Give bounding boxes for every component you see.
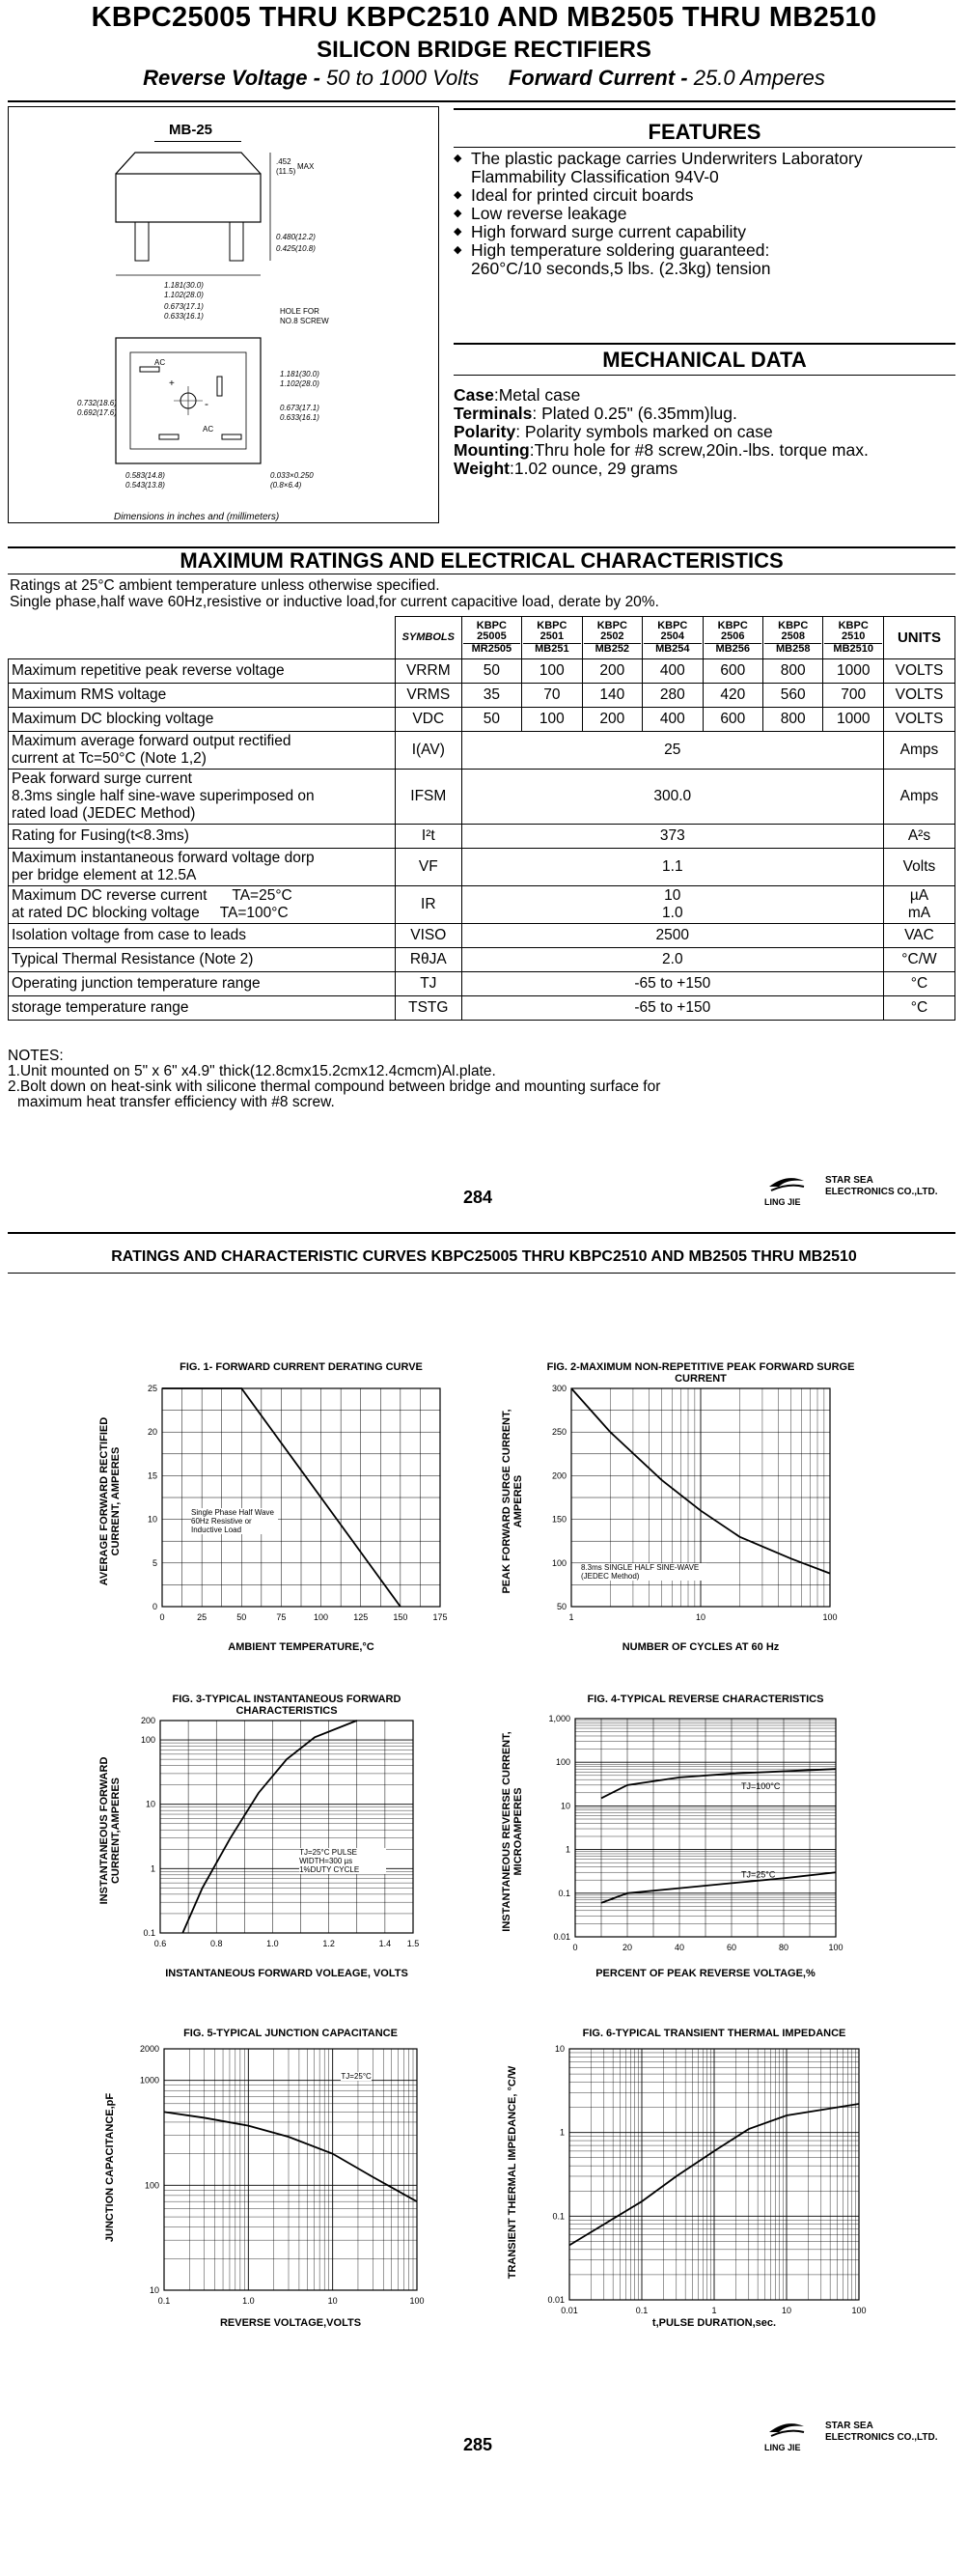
dim-text: MAX bbox=[297, 162, 315, 171]
y-tick-label: 0.1 bbox=[552, 2211, 565, 2222]
y-tick-label: 10 bbox=[560, 1801, 570, 1811]
note-item: maximum heat transfer efficiency with #8 screw. bbox=[17, 1094, 335, 1110]
mech-case: Case:Metal case bbox=[454, 385, 581, 405]
divider bbox=[8, 100, 955, 102]
chart-title: FIG. 4-TYPICAL REVERSE CHARACTERISTICS bbox=[587, 1694, 824, 1705]
y-tick-label: 100 bbox=[555, 1757, 570, 1768]
dim-text: 0.673(17.1) bbox=[280, 404, 319, 412]
part-header: KBPC 25005 MR2505 bbox=[461, 617, 521, 659]
plot-frame bbox=[575, 1719, 836, 1937]
table-row: Peak forward surge current 8.3ms single half sine-wave superimposed on rated load (JEDEC Method) IFSM 300.0 Amps bbox=[9, 770, 955, 825]
units-header: UNITS bbox=[883, 617, 954, 659]
chart-grid bbox=[569, 2049, 859, 2300]
ratings-title: MAXIMUM RATINGS AND ELECTRICAL CHARACTERISTICS bbox=[180, 548, 784, 573]
y-tick-label: 1 bbox=[559, 2127, 565, 2138]
rating-summary bbox=[0, 66, 968, 91]
star-sea-logo-icon bbox=[767, 1173, 806, 1194]
x-tick-label: 20 bbox=[622, 1943, 633, 1952]
y-tick-label: 100 bbox=[140, 1735, 155, 1746]
x-tick-label: 1.2 bbox=[322, 1939, 335, 1948]
x-tick-label: 10 bbox=[327, 2296, 338, 2306]
plot-frame bbox=[569, 2049, 859, 2300]
y-tick-label: 300 bbox=[551, 1384, 567, 1393]
table-row: Maximum DC reverse current TA=25°C at rated DC blocking voltage TA=100°C IR 10 1.0 µA mA bbox=[9, 886, 955, 924]
feature-item: ◆ Ideal for printed circuit boards bbox=[454, 186, 946, 205]
divider bbox=[454, 108, 955, 110]
divider bbox=[454, 375, 955, 376]
chart-grid bbox=[160, 1721, 413, 1933]
series-line bbox=[571, 1388, 830, 1574]
y-tick-label: 1 bbox=[565, 1844, 570, 1855]
series-label: TJ=100°C bbox=[741, 1780, 781, 1791]
dim-text: + bbox=[169, 378, 175, 389]
series-line bbox=[162, 1388, 401, 1607]
dim-text: 0.480(12.2) bbox=[276, 233, 316, 241]
y-tick-label: 20 bbox=[147, 1427, 157, 1438]
series-line bbox=[182, 1721, 356, 1933]
dim-text: HOLE FOR bbox=[280, 307, 319, 316]
y-tick-label: 0 bbox=[152, 1602, 157, 1611]
forward-current-label: Forward Current - bbox=[508, 66, 688, 90]
x-tick-label: 25 bbox=[197, 1612, 207, 1622]
table-header-row bbox=[9, 617, 955, 659]
table-row: Maximum average forward output rectified current at Tc=50°C (Note 1,2) I(AV) 25 Amps bbox=[9, 732, 955, 770]
features-title: FEATURES bbox=[648, 120, 761, 144]
dim-text: .452 bbox=[276, 157, 291, 166]
chart-grid bbox=[575, 1719, 836, 1937]
mech-terminals: Terminals: Plated 0.25" (6.35mm)lug. bbox=[454, 404, 737, 423]
x-tick-label: 75 bbox=[276, 1612, 287, 1622]
dim-text: 0.692(17.6) bbox=[77, 408, 117, 417]
x-tick-label: 1.4 bbox=[378, 1939, 392, 1948]
package-outline-diagram bbox=[77, 145, 415, 492]
chart-ylabel: INSTANTANEOUS REVERSE CURRENT, MICROAMPERES bbox=[501, 1731, 524, 1932]
y-tick-label: 10 bbox=[554, 2044, 565, 2054]
chart-title: FIG. 1- FORWARD CURRENT DERATING CURVE bbox=[180, 1361, 423, 1373]
y-tick-label: 15 bbox=[147, 1470, 157, 1481]
divider bbox=[154, 141, 241, 142]
chart-xlabel: INSTANTANEOUS FORWARD VOLEAGE, VOLTS bbox=[165, 1968, 408, 1979]
dim-text: AC bbox=[203, 425, 214, 434]
y-tick-label: 10 bbox=[145, 1799, 155, 1809]
page-title: KBPC25005 THRU KBPC2510 AND MB2505 THRU MB2510 bbox=[91, 2, 877, 33]
plot-frame bbox=[162, 1388, 440, 1607]
notes bbox=[8, 1049, 660, 1110]
table-row: Maximum RMS voltage VRMS 35 70 140 280 420 560 700 VOLTS bbox=[9, 684, 955, 708]
logo-text: ELECTRONICS CO.,LTD. bbox=[825, 2432, 938, 2443]
features-list bbox=[454, 150, 946, 278]
x-tick-label: 50 bbox=[236, 1612, 247, 1622]
table-row: Maximum instantaneous forward voltage dorp per bridge element at 12.5A VF 1.1 Volts bbox=[9, 849, 955, 886]
x-tick-label: 10 bbox=[695, 1612, 706, 1622]
feature-item: ◆ The plastic package carries Underwriters Laboratory Flammability Classification 94V-0 bbox=[454, 150, 946, 186]
company-logo bbox=[764, 1173, 938, 1207]
plot-frame bbox=[164, 2049, 417, 2290]
part-header: KBPC 2502 MB252 bbox=[582, 617, 642, 659]
reverse-voltage-label: Reverse Voltage - bbox=[143, 66, 320, 90]
x-tick-label: 0 bbox=[572, 1943, 578, 1952]
chart-grid bbox=[571, 1388, 830, 1607]
table-row: Maximum DC blocking voltage VDC 50 100 200 400 600 800 1000 VOLTS bbox=[9, 708, 955, 732]
chart-ylabel: JUNCTION CAPACITANCE,pF bbox=[104, 2092, 116, 2243]
part-header: KBPC 2508 MB258 bbox=[763, 617, 823, 659]
series-line bbox=[601, 1872, 836, 1903]
series-line bbox=[164, 2112, 417, 2201]
chart-annotation: TJ=25°C PULSE WIDTH=300 µs 1%DUTY CYCLE bbox=[299, 1848, 386, 1874]
page-subtitle: SILICON BRIDGE RECTIFIERS bbox=[317, 37, 651, 63]
x-tick-label: 1.0 bbox=[242, 2296, 255, 2306]
x-tick-label: 1.0 bbox=[266, 1939, 279, 1948]
logo-text: STAR SEA bbox=[825, 1175, 873, 1186]
note-item: 2.Bolt down on heat-sink with silicone thermal compound between bridge and mounting surface for bbox=[8, 1078, 661, 1095]
y-tick-label: 1,000 bbox=[548, 1714, 570, 1723]
x-tick-label: 175 bbox=[432, 1612, 448, 1622]
y-tick-label: 0.1 bbox=[143, 1928, 155, 1938]
table-row: Maximum repetitive peak reverse voltage VRRM 50 100 200 400 600 800 1000 VOLTS bbox=[9, 659, 955, 684]
divider bbox=[8, 1232, 955, 1234]
chart-annotation: 8.3ms SINGLE HALF SINE-WAVE (JEDEC Method) bbox=[581, 1563, 706, 1581]
series-label: TJ=25°C bbox=[741, 1869, 776, 1880]
y-tick-label: 100 bbox=[144, 2180, 159, 2191]
divider bbox=[454, 343, 955, 345]
chart-xlabel: NUMBER OF CYCLES AT 60 Hz bbox=[622, 1641, 780, 1653]
symbols-header: SYMBOLS bbox=[395, 617, 461, 659]
dim-text: 0.033×0.250 bbox=[270, 471, 314, 480]
mechanical-data bbox=[454, 386, 869, 478]
mech-polarity: Polarity: Polarity symbols marked on case bbox=[454, 422, 773, 441]
y-tick-label: 1000 bbox=[139, 2075, 159, 2086]
part-header: KBPC 2501 MB251 bbox=[522, 617, 582, 659]
y-tick-label: 0.1 bbox=[558, 1888, 570, 1898]
x-tick-label: 100 bbox=[314, 1612, 329, 1622]
page-number: 285 bbox=[463, 2435, 493, 2454]
chart-title: FIG. 5-TYPICAL JUNCTION CAPACITANCE bbox=[183, 2028, 398, 2039]
part-header: KBPC 2506 MB256 bbox=[703, 617, 762, 659]
chart-ylabel: AVERAGE FORWARD RECTIFIED CURRENT, AMPERES bbox=[98, 1416, 122, 1586]
mechanical-title: MECHANICAL DATA bbox=[602, 348, 807, 372]
note-item: 1.Unit mounted on 5" x 6" x4.9" thick(12.8cmx15.2cmx12.4cmcm)Al.plate. bbox=[8, 1063, 496, 1079]
y-tick-label: 0.01 bbox=[553, 1932, 570, 1942]
x-tick-label: 40 bbox=[674, 1943, 685, 1952]
page-number: 284 bbox=[463, 1188, 493, 1207]
y-tick-label: 10 bbox=[147, 1514, 157, 1525]
dim-text: 0.425(10.8) bbox=[276, 244, 316, 253]
chart-annotation: TJ=25°C bbox=[341, 2072, 372, 2081]
table-row: storage temperature range TSTG -65 to +150 °C bbox=[9, 996, 955, 1021]
ratings-note: Ratings at 25°C ambient temperature unless otherwise specified. bbox=[10, 577, 440, 594]
mech-mounting: Mounting:Thru hole for #8 screw,20in.-lbs. torque max. bbox=[454, 440, 869, 460]
dim-text: 1.102(28.0) bbox=[280, 379, 319, 388]
x-tick-label: 125 bbox=[353, 1612, 369, 1622]
series-line bbox=[569, 2104, 859, 2245]
dim-text: (11.5) bbox=[276, 167, 296, 176]
dim-text: 1.181(30.0) bbox=[280, 370, 319, 378]
y-tick-label: 0.01 bbox=[547, 2295, 565, 2305]
chart-grid bbox=[164, 2049, 417, 2290]
reverse-voltage-value: 50 to 1000 Volts bbox=[326, 66, 480, 90]
x-tick-label: 0.1 bbox=[635, 2306, 649, 2315]
y-tick-label: 200 bbox=[551, 1470, 567, 1481]
part-header: KBPC 2504 MB254 bbox=[643, 617, 703, 659]
x-tick-label: 150 bbox=[393, 1612, 408, 1622]
chart-xlabel: t,PULSE DURATION,sec. bbox=[651, 2317, 777, 2329]
chart-grid bbox=[162, 1388, 440, 1607]
part-header: KBPC 2510 MB2510 bbox=[823, 617, 883, 659]
x-tick-label: 100 bbox=[409, 2296, 425, 2306]
dim-text: 0.543(13.8) bbox=[125, 481, 165, 490]
x-tick-label: 60 bbox=[726, 1943, 737, 1952]
y-tick-label: 2000 bbox=[139, 2044, 159, 2054]
star-sea-logo-icon bbox=[767, 2419, 806, 2440]
x-tick-label: 0.01 bbox=[561, 2306, 578, 2315]
x-tick-label: 1 bbox=[568, 1612, 574, 1622]
package-name: MB-25 bbox=[169, 122, 213, 138]
chart-title: FIG. 3-TYPICAL INSTANTANEOUS FORWARD CHARACTERISTICS bbox=[172, 1694, 401, 1717]
dim-text: 0.583(14.8) bbox=[125, 471, 165, 480]
ratings-note: Single phase,half wave 60Hz,resistive or inductive load,for current capacitive load, derate by 20%. bbox=[10, 594, 659, 610]
y-tick-label: 50 bbox=[556, 1602, 567, 1611]
y-tick-label: 1 bbox=[150, 1863, 155, 1874]
dimension-note: Dimensions in inches and (millimeters) bbox=[114, 512, 280, 522]
plot-frame bbox=[160, 1721, 413, 1933]
ratings-conditions bbox=[10, 577, 659, 610]
dim-text: (0.8×6.4) bbox=[270, 481, 302, 490]
series-line bbox=[601, 1769, 836, 1798]
table-row: Rating for Fusing(t<8.3ms) I²t 373 A²s bbox=[9, 825, 955, 849]
dim-text: 1.102(28.0) bbox=[164, 291, 204, 299]
table-row: Operating junction temperature range TJ -65 to +150 °C bbox=[9, 972, 955, 996]
logo-text: LING JIE bbox=[764, 2443, 801, 2452]
dim-text: NO.8 SCREW bbox=[280, 317, 329, 325]
divider bbox=[454, 147, 955, 148]
table-row: Typical Thermal Resistance (Note 2) RθJA 2.0 °C/W bbox=[9, 948, 955, 972]
chart-ylabel: TRANSIENT THERMAL IMPEDANCE, °C/W bbox=[507, 2065, 518, 2280]
x-tick-label: 10 bbox=[781, 2306, 792, 2315]
dim-text: AC bbox=[154, 358, 166, 367]
dim-text: 0.633(16.1) bbox=[164, 312, 204, 321]
chart-ylabel: PEAK FORWARD SURGE CURRENT, AMPERES bbox=[501, 1409, 524, 1594]
dim-text: 1.181(30.0) bbox=[164, 281, 204, 290]
dim-text: 0.732(18.6) bbox=[77, 399, 117, 407]
chart-xlabel: AMBIENT TEMPERATURE,°C bbox=[228, 1641, 374, 1653]
dim-text: 0.633(16.1) bbox=[280, 413, 319, 422]
chart-ylabel: INSTANTANEOUS FORWARD CURRENT,AMPERES bbox=[98, 1756, 122, 1905]
dim-text: 0.673(17.1) bbox=[164, 302, 204, 311]
y-tick-label: 10 bbox=[149, 2285, 159, 2295]
y-tick-label: 200 bbox=[140, 1716, 155, 1725]
x-tick-label: 0 bbox=[159, 1612, 165, 1622]
x-tick-label: 0.1 bbox=[157, 2296, 171, 2306]
dim-text: - bbox=[205, 397, 208, 410]
feature-item: ◆ High forward surge current capability bbox=[454, 223, 946, 241]
chart-xlabel: PERCENT OF PEAK REVERSE VOLTAGE,% bbox=[595, 1968, 816, 1979]
curves-title: RATINGS AND CHARACTERISTIC CURVES KBPC25005 THRU KBPC2510 AND MB2505 THRU MB2510 bbox=[111, 1248, 857, 1265]
feature-item: ◆ High temperature soldering guaranteed: 260°C/10 seconds,5 lbs. (2.3kg) tension bbox=[454, 241, 789, 278]
x-tick-label: 80 bbox=[778, 1943, 789, 1952]
x-tick-label: 1 bbox=[711, 2306, 717, 2315]
logo-text: STAR SEA bbox=[825, 2421, 873, 2431]
company-logo bbox=[764, 2419, 938, 2452]
y-tick-label: 150 bbox=[551, 1514, 567, 1525]
x-tick-label: 1.5 bbox=[406, 1939, 420, 1948]
chart-annotation: Single Phase Half Wave 60Hz Resistive or Inductive Load bbox=[191, 1508, 278, 1534]
y-tick-label: 5 bbox=[152, 1557, 157, 1568]
x-tick-label: 100 bbox=[828, 1943, 844, 1952]
plot-frame bbox=[571, 1388, 830, 1607]
logo-text: LING JIE bbox=[764, 1197, 801, 1207]
chart-title: FIG. 6-TYPICAL TRANSIENT THERMAL IMPEDANCE bbox=[582, 2028, 846, 2039]
logo-text: ELECTRONICS CO.,LTD. bbox=[825, 1187, 938, 1197]
notes-title: NOTES: bbox=[8, 1048, 64, 1064]
forward-current-value: 25.0 Amperes bbox=[693, 66, 825, 90]
feature-item: ◆ Low reverse leakage bbox=[454, 205, 946, 223]
x-tick-label: 0.6 bbox=[153, 1939, 167, 1948]
chart-title: FIG. 2-MAXIMUM NON-REPETITIVE PEAK FORWARD SURGE CURRENT bbox=[546, 1361, 855, 1385]
y-tick-label: 25 bbox=[147, 1384, 157, 1393]
x-tick-label: 100 bbox=[822, 1612, 838, 1622]
y-tick-label: 100 bbox=[551, 1557, 567, 1568]
ratings-table bbox=[8, 616, 955, 1021]
divider bbox=[8, 1273, 955, 1274]
x-tick-label: 0.8 bbox=[209, 1939, 223, 1948]
table-row: Isolation voltage from case to leads VISO 2500 VAC bbox=[9, 924, 955, 948]
y-tick-label: 250 bbox=[551, 1427, 567, 1438]
mech-weight: Weight:1.02 ounce, 29 grams bbox=[454, 459, 678, 478]
chart-xlabel: REVERSE VOLTAGE,VOLTS bbox=[219, 2317, 362, 2329]
x-tick-label: 100 bbox=[851, 2306, 867, 2315]
